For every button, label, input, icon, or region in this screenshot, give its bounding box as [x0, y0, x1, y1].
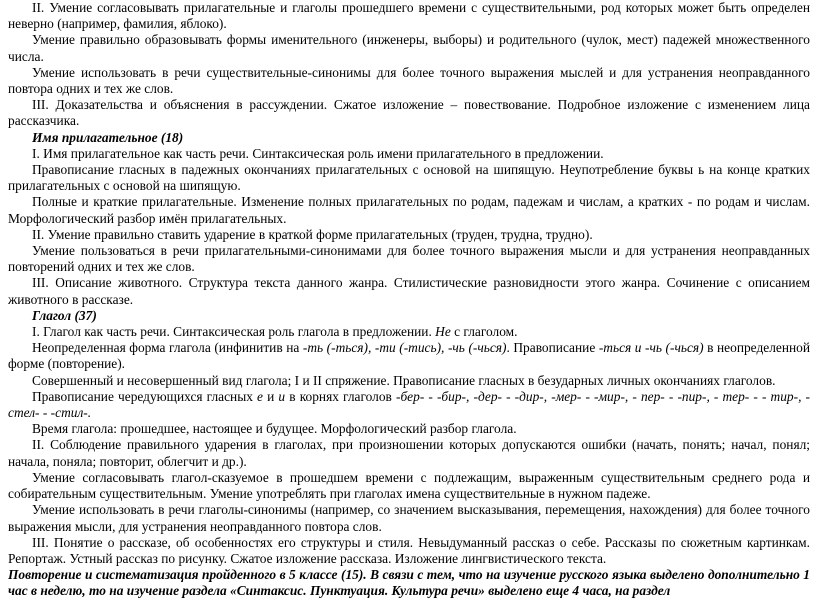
text-run: в неопределенной форме (повторение).	[8, 340, 811, 372]
italic-text: -бер- - -бир-, -дер- - -дир-, -мер- - -мир-, - пер- - -пир-, - тер- - - тир-, - стел- - -стил-.	[8, 388, 810, 421]
text-run: и	[263, 388, 279, 404]
text-run: Правописание чередующихся гласных	[32, 388, 258, 404]
paragraph	[8, 421, 810, 437]
text-run: . Правописание	[506, 340, 599, 356]
text-run: II. Соблюдение правильного ударения в глаголах, при произношении которых допускаются ошибки (начать, понять; начал, понял; начала, поняла; повторит, облегчит и др.).	[8, 437, 810, 469]
text-run: Совершенный и несовершенный вид глагола; I и II спряжение. Правописание гласных в безударных личных окончаниях глаголов.	[32, 372, 776, 388]
paragraph	[8, 65, 810, 97]
italic-text: Не	[435, 324, 451, 340]
paragraph	[8, 324, 810, 340]
text-run: Умение правильно образовывать формы именительного (инженеры, выборы) и родительного (чулок, мест) падежей множественного числа.	[8, 32, 810, 64]
italic-text: е	[257, 388, 263, 404]
text-run: III. Понятие о рассказе, об особенностях его структуры и стиля. Невыдуманный рассказ о себе. Рассказы по сюжетным картинкам. Репортаж. Устный рассказ по рисунку. Сжатое изложение рассказа. Изложение лингвистического текста.	[8, 534, 810, 566]
text-run: Неопределенная форма глагола (инфинитив на	[32, 340, 303, 356]
paragraph	[8, 535, 810, 567]
text-run: II. Умение правильно ставить ударение в краткой форме прилагательных (труден, трудна, трудно).	[32, 226, 593, 242]
text-run: Глагол (37)	[32, 307, 97, 323]
paragraph	[8, 97, 810, 129]
paragraph	[8, 275, 810, 307]
section-heading	[8, 308, 810, 324]
paragraph	[8, 373, 810, 389]
paragraph	[8, 146, 810, 162]
text-run: Умение пользоваться в речи прилагательными-синонимами для более точного выражения мысли и для устранения неоправданных повторений одних и тех же слов.	[8, 243, 810, 275]
text-run: Полные и краткие прилагательные. Изменение полных прилагательных по родам, падежам и числам, а кратких - по родам и числам. Морфологический разбор имён прилагательных.	[8, 194, 810, 226]
paragraph	[8, 470, 810, 502]
text-run: Умение использовать в речи существительные-синонимы для более точного выражения мыслей и для устранения неоправданного повтора одних и тех же слов.	[8, 64, 810, 97]
paragraph	[8, 0, 810, 32]
paragraph	[8, 194, 810, 226]
paragraph	[8, 227, 810, 243]
text-run: III. Описание животного. Структура текста данного жанра. Стилистические разновидности этого жанра. Сочинение с описанием животного в рассказе.	[8, 275, 810, 307]
italic-text: и	[278, 388, 286, 404]
paragraph	[8, 437, 810, 469]
text-run: Повторение и систематизация пройденного в 5 классе (15). В связи с тем, что на изучение русского языка выделено дополнительно 1 час в неделю, то на изучение раздела «Синтаксис. Пунктуация. Культура речи» выделено еще 4 часа, на раздел	[8, 567, 810, 599]
text-run: Умение использовать в речи глаголы-синонимы (например, со значением высказывания, перемещения, нахождения) для более точного выражения мысли, для устранения неоправданного повтора слов.	[8, 502, 810, 534]
text-run: I. Глагол как часть речи. Синтаксическая роль глагола в предложении.	[32, 324, 436, 340]
text-run: Правописание гласных в падежных окончаниях прилагательных с основой на шипящую. Неупотребление буквы ь на конце кратких прилагательных с основой на шипящую.	[8, 162, 810, 194]
text-run: в корнях глаголов	[285, 388, 396, 404]
text-run: II. Умение согласовывать прилагательные и глаголы прошедшего времени с существительными, род которых может быть определен неверно (например, фамилия, яблоко).	[8, 0, 810, 32]
text-run: Имя прилагательное (18)	[32, 129, 184, 145]
paragraph	[8, 340, 810, 372]
paragraph	[8, 389, 810, 421]
italic-text: -ть (-ться), -ти (-тись), -чь (-чься)	[302, 340, 507, 356]
paragraph	[8, 502, 810, 534]
text-run: III. Доказательства и объяснения в рассуждении. Сжатое изложение – повествование. Подробное изложение с изменением лица рассказчика.	[8, 97, 810, 129]
section-summary	[8, 567, 810, 599]
text-run: Умение согласовывать глагол-сказуемое в прошедшем времени с подлежащим, выраженным существительным среднего рода и собирательным существительным. Умение употреблять при глаголах имена существительные в нужном падеже.	[8, 469, 810, 502]
text-run: Время глагола: прошедшее, настоящее и будущее. Морфологический разбор глагола.	[32, 421, 517, 437]
section-heading	[8, 130, 810, 146]
text-run: I. Имя прилагательное как часть речи. Синтаксическая роль имени прилагательного в предложении.	[32, 145, 604, 161]
paragraph	[8, 243, 810, 275]
paragraph	[8, 32, 810, 64]
text-run: с глаголом.	[450, 324, 518, 340]
paragraph	[8, 162, 810, 194]
italic-text: -ться и -чь (-чься)	[598, 340, 704, 356]
